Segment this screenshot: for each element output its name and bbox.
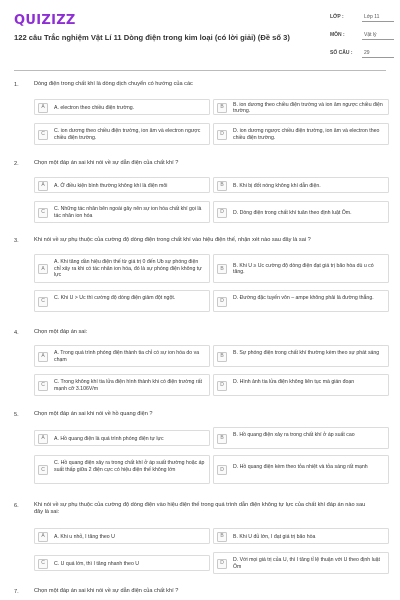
question-text: Khi nói về sự phụ thuộc của cường độ dòng điện vào hiệu điện thế trong quá trình dẫn điện không tự lực của chất khí đáp án nào sau đây là sai: <box>34 502 366 516</box>
option-letter: B <box>217 352 227 362</box>
option-d[interactable] <box>213 455 389 484</box>
option-letter: C <box>38 130 48 140</box>
question-text: Chọn một đáp án sai khi nói về sự dẫn điện của chất khí ? <box>34 588 179 594</box>
meta-count-underline <box>362 57 394 58</box>
option-text: A. Khi u nhỏ, I tăng theo U <box>54 533 115 540</box>
option-a[interactable] <box>34 254 210 283</box>
option-text: A. Khi tăng dần hiệu điện thế từ giá trị 0 đến Ub sự phóng điện chỉ xảy ra khi có tác nhân ion hóa, đó là sự phóng điện không tự lực <box>54 259 202 279</box>
option-d[interactable] <box>213 290 389 312</box>
option-letter: B <box>217 264 227 274</box>
document-title: 122 câu Trắc nghiệm Vật Lí 11 Dòng điện trong kim loại (có lời giải) (Đề số 3) <box>14 33 290 42</box>
option-text: A. Trong quá trình phóng điện thành tia chỉ có sự ion hóa do va chạm <box>54 350 200 363</box>
option-text: D. Dòng điện trong chất khí tuân theo định luật Ôm. <box>233 209 352 216</box>
option-text: B. Khi bị đốt nóng không khí dẫn điện. <box>233 182 321 189</box>
question-text: Chọn một đáp án sai khi nói về hồ quang điện ? <box>34 411 153 417</box>
option-text: C. Khi U > Uc thì cường độ dòng điện giảm đột ngột. <box>54 295 176 301</box>
option-letter: D <box>217 297 227 307</box>
option-letter: A <box>38 352 48 362</box>
option-letter: B <box>217 103 227 113</box>
question-number: 7. <box>14 589 19 595</box>
option-b[interactable] <box>213 254 389 283</box>
option-letter: C <box>38 297 48 307</box>
option-text: A. Hồ quang điện là quá trình phóng điện tự lực <box>54 435 164 442</box>
option-letter: D <box>217 208 227 218</box>
option-letter: D <box>217 559 227 569</box>
question-number: 5. <box>14 412 19 418</box>
header-divider <box>14 70 386 71</box>
option-c[interactable] <box>34 555 210 571</box>
option-text: B. Hồ quang điện xảy ra trong chất khí ở áp suất cao <box>233 432 355 438</box>
option-letter: A <box>38 434 48 444</box>
option-text: B. Sự phóng điện trong chất khí thường kèm theo sự phát sáng <box>233 350 380 356</box>
question-text: Chọn một đáp án sai: <box>34 329 88 335</box>
meta-count-value: 29 <box>364 50 370 56</box>
option-b[interactable] <box>213 427 389 449</box>
option-text: A. electron theo chiều điện trường. <box>54 104 135 111</box>
option-letter: A <box>38 103 48 113</box>
option-text: A. Ở điều kiện bình thường không khí là điện môi <box>54 182 168 189</box>
option-letter: C <box>38 381 48 391</box>
quizizz-logo: QUIZIZZ <box>14 13 76 28</box>
option-letter: C <box>38 208 48 218</box>
question-number: 6. <box>14 503 19 509</box>
option-letter: B <box>217 434 227 444</box>
option-text: C. Hồ quang điện xảy ra trong chất khí ở áp suất thường hoặc áp suất thấp giữa 2 điện cực có hiệu điện thế không lớn <box>54 460 205 473</box>
option-text: B. Khi U đủ lớn, I đạt giá trị bão hòa <box>233 533 316 540</box>
meta-count-label: SỐ CÂU : <box>330 50 353 56</box>
option-text: D. ion dương ngược chiều điện trường, ion âm và electron theo chiều điện trường. <box>233 128 380 141</box>
option-b[interactable] <box>213 99 389 115</box>
option-text: C. ion dương theo chiều điện trường, ion âm và electron ngược chiều điện trường. <box>54 128 201 141</box>
meta-class-value: Lớp 11 <box>364 14 380 20</box>
option-letter: C <box>38 465 48 475</box>
option-letter: A <box>38 181 48 191</box>
option-text: D. Hồ quang điện kèm theo tỏa nhiệt và tỏa sáng rất mạnh <box>233 463 368 470</box>
option-text: C. Trong không khí tia lửa điện hình thành khi có điện trường rất mạnh cỡ 3.106V/m <box>54 379 202 392</box>
meta-subject-value: Vật lý <box>364 32 377 38</box>
option-text: B. Khi U ≥ Uc cường độ dòng điện đạt giá trị bão hòa dù u có tăng. <box>233 262 374 276</box>
question-number: 1. <box>14 82 19 88</box>
question-text: Chọn một đáp án sai khi nói về sự dẫn điện của chất khí ? <box>34 160 179 166</box>
option-c[interactable] <box>34 290 210 312</box>
option-a[interactable] <box>34 345 210 367</box>
option-b[interactable] <box>213 177 389 193</box>
option-b[interactable] <box>213 528 389 544</box>
option-text: D. Với mọi giá trị của U, thì I tăng tỉ lệ thuận với U theo định luật Ôm <box>233 557 380 570</box>
option-letter: A <box>38 532 48 542</box>
option-letter: D <box>217 465 227 475</box>
option-letter: B <box>217 532 227 542</box>
option-b[interactable] <box>213 345 389 367</box>
option-letter: D <box>217 130 227 140</box>
option-c[interactable] <box>34 374 210 396</box>
meta-subject-label: MÔN : <box>330 32 345 38</box>
option-letter: C <box>38 559 48 569</box>
question-number: 2. <box>14 161 19 167</box>
option-a[interactable] <box>34 528 210 544</box>
option-a[interactable] <box>34 430 210 446</box>
meta-subject-underline <box>362 39 394 40</box>
option-a[interactable] <box>34 99 210 115</box>
question-text: Dòng điện trong chất khí là dòng dịch chuyển có hướng của các <box>34 81 193 87</box>
option-text: D. Hình ảnh tia lửa điện không liên tục mà gián đoạn <box>233 379 355 385</box>
option-d[interactable] <box>213 201 389 223</box>
option-d[interactable] <box>213 123 389 145</box>
option-text: C. Những tác nhân bên ngoài gây nên sự ion hóa chất khí gọi là tác nhân ion hóa <box>54 206 202 219</box>
question-text: Khi nói về sự phụ thuộc của cường độ dòng điện trong chất khí vào hiệu điện thế, nhận xét nào sau đây là sai ? <box>34 237 311 243</box>
option-d[interactable] <box>213 374 389 396</box>
option-text: D. Đường đặc tuyến vôn – ampe không phải là đường thẳng. <box>233 295 374 301</box>
question-number: 4. <box>14 330 19 336</box>
question-number: 3. <box>14 238 19 244</box>
meta-class-underline <box>362 21 394 22</box>
option-a[interactable] <box>34 177 210 193</box>
option-text: B. ion dương theo chiều điện trường và ion âm ngược chiều điện trường. <box>233 101 383 115</box>
worksheet-header <box>0 0 400 60</box>
option-letter: B <box>217 181 227 191</box>
option-text: C. U quá lớn, thì I tăng nhanh theo U <box>54 560 140 567</box>
option-c[interactable] <box>34 123 210 145</box>
option-c[interactable] <box>34 455 210 484</box>
option-c[interactable] <box>34 201 210 223</box>
meta-class-label: LỚP : <box>330 14 344 20</box>
option-d[interactable] <box>213 552 389 574</box>
option-letter: A <box>38 264 48 274</box>
option-letter: D <box>217 381 227 391</box>
